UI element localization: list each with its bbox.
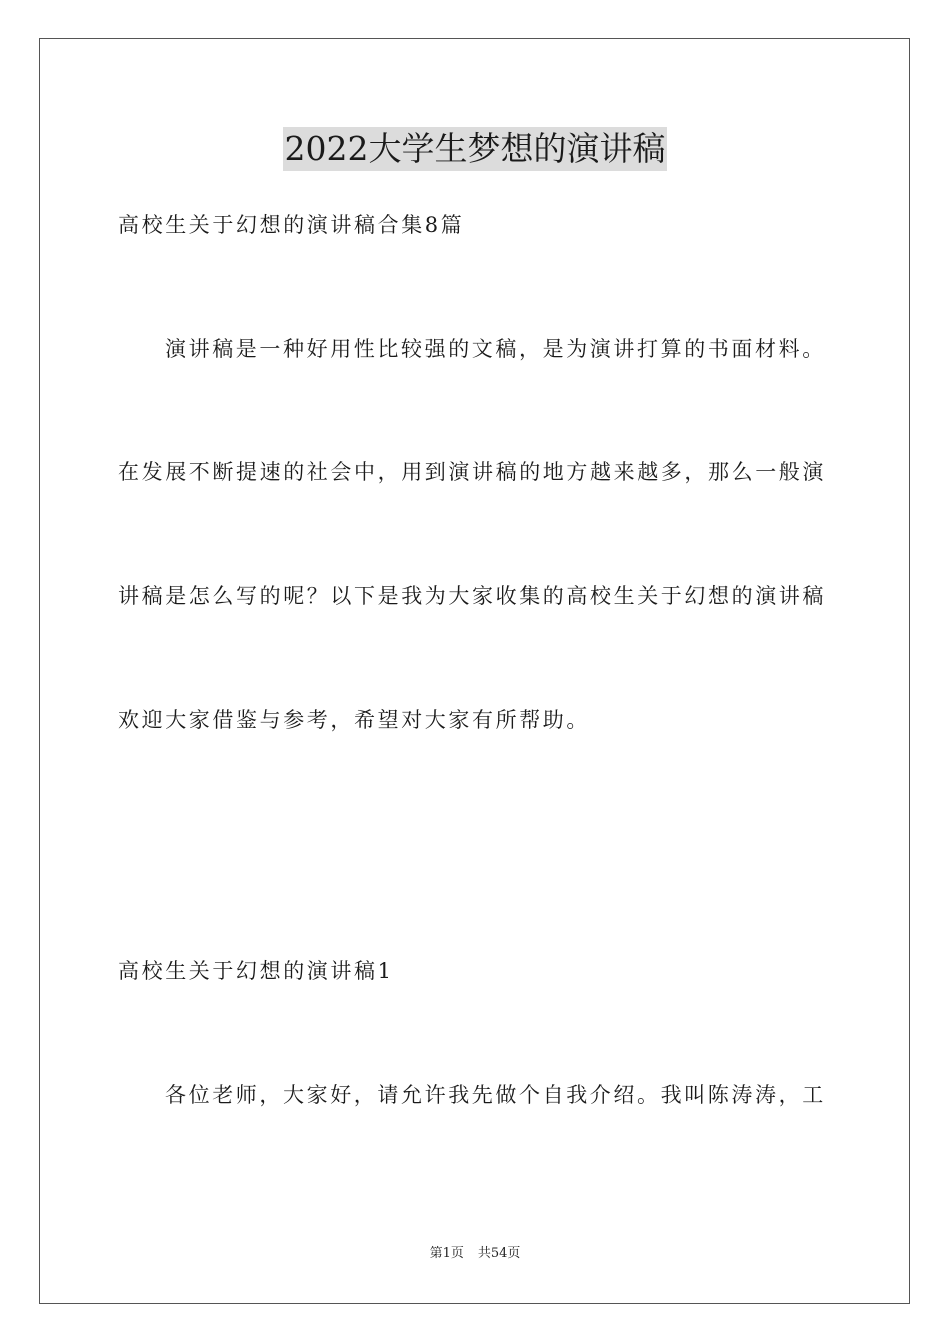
intro-paragraph-line: 在发展不断提速的社会中，用到演讲稿的地方越来越多，那么一般演 <box>118 460 826 484</box>
intro-paragraph-line: 欢迎大家借鉴与参考，希望对大家有所帮助。 <box>118 708 590 732</box>
page-footer <box>0 1245 950 1263</box>
section-heading: 高校生关于幻想的演讲稿1 <box>118 959 394 983</box>
page-number-current: 第1页 <box>429 1246 464 1261</box>
section-paragraph-line: 各位老师，大家好，请允许我先做个自我介绍。我叫陈涛涛，工 <box>165 1083 826 1107</box>
intro-paragraph-line: 演讲稿是一种好用性比较强的文稿，是为演讲打算的书面材料。 <box>165 337 826 361</box>
page-number-total: 共54页 <box>477 1246 521 1261</box>
intro-paragraph-line: 讲稿是怎么写的呢？以下是我为大家收集的高校生关于幻想的演讲稿 <box>118 584 826 608</box>
title-container <box>0 127 950 171</box>
document-subtitle: 高校生关于幻想的演讲稿合集8篇 <box>118 213 465 237</box>
document-title: 2022大学生梦想的演讲稿 <box>283 127 668 171</box>
